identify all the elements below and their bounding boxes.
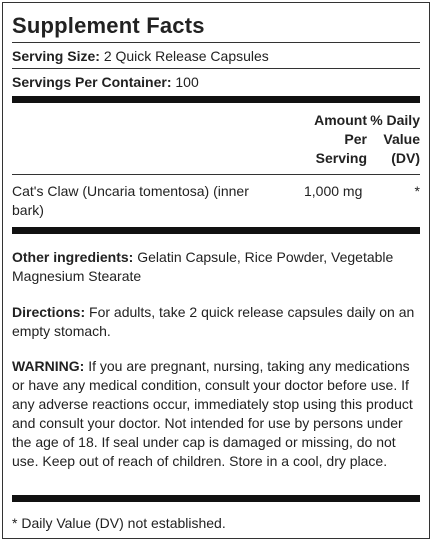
- warning-label: WARNING:: [12, 358, 85, 374]
- other-ingredients-label: Other ingredients:: [12, 249, 134, 265]
- ingredient-name: Cat's Claw (Uncaria tomentosa) (inner bark): [12, 183, 249, 218]
- thick-divider: [12, 96, 420, 103]
- directions-text: For adults, take 2 quick release capsules daily on an empty stomach.: [12, 304, 415, 339]
- header-line: Serving: [315, 150, 367, 166]
- ingredient-dv: *: [414, 183, 420, 199]
- warning: [12, 357, 418, 471]
- servings-per-container-value: 100: [175, 74, 199, 90]
- other-ingredients: [12, 248, 418, 286]
- daily-value-header: [368, 111, 420, 168]
- serving-size-value: 2 Quick Release Capsules: [103, 48, 269, 64]
- footnote: * Daily Value (DV) not established.: [12, 515, 226, 531]
- header-line: (DV): [391, 150, 420, 166]
- header-line: % Daily: [370, 112, 420, 128]
- panel-title: Supplement Facts: [12, 13, 205, 38]
- warning-text: If you are pregnant, nursing, taking any medications or have any medical condition, consult your doctor before use. If any adverse reactions occur, immediately stop using this product and consult your doctor. Not intended for use by persons under the age of 18. If seal under cap is damaged or missing, do not use. Keep out of reach of children. Store in a cool, dry place.: [12, 358, 413, 469]
- amount-per-serving-header: [294, 111, 367, 168]
- ingredient-amount: 1,000 mg: [304, 183, 363, 199]
- divider: [12, 174, 420, 175]
- directions: [12, 303, 418, 341]
- divider: [12, 42, 420, 43]
- header-line: Per: [344, 131, 367, 147]
- header-line: Value: [383, 131, 420, 147]
- other-ingredients-text: Gelatin Capsule, Rice Powder, Vegetable Magnesium Stearate: [12, 249, 394, 284]
- header-line: Amount: [314, 112, 367, 128]
- divider: [12, 68, 420, 69]
- thick-divider: [12, 227, 420, 234]
- serving-size-label: Serving Size:: [12, 48, 100, 64]
- serving-size: [12, 48, 269, 64]
- servings-per-container-label: Servings Per Container:: [12, 74, 172, 90]
- directions-label: Directions:: [12, 304, 86, 320]
- supplement-facts-panel: [2, 2, 430, 539]
- thick-divider: [12, 495, 420, 502]
- servings-per-container: [12, 74, 199, 90]
